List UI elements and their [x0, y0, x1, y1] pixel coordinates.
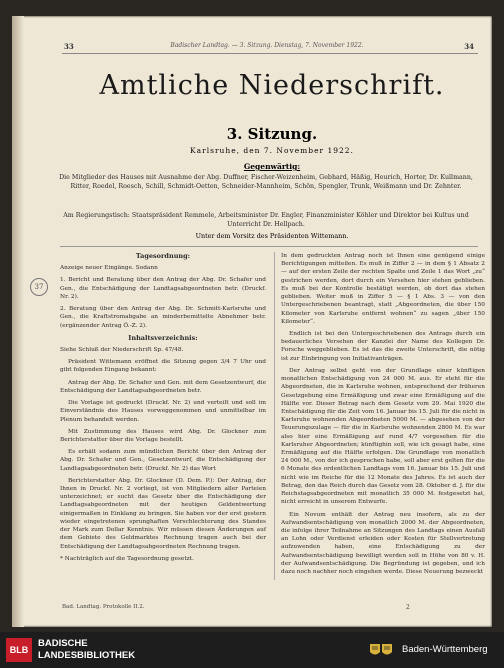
paragraph: 1. Bericht und Beratung über den Antrag der Abg. Dr. Schafer und Gen., die Entschädigung der Landtagsabgeordneten betr. (Druckf. Nr. 2).: [60, 277, 266, 300]
government-bench: Am Regierungstisch: Staatspräsident Remmele, Arbeitsminister Dr. Engler, Finanzminister Köhler und Direktor bei Kultus und Unterricht Dr. Hellpach.: [63, 212, 469, 229]
paragraph: Die Vorlage ist gedruckt (Druckf. Nr. 2) und verteilt und soll im Einverständnis des Hauses vorweggenommen und unmittelbar im Plenum behandelt werden.: [60, 400, 266, 423]
session-heading: 3. Sitzung.: [226, 125, 318, 143]
printer-note: Bad. Landtag. Protokolle II.2.: [62, 604, 145, 610]
bw-crest-icon: [368, 641, 394, 659]
section-heading: Inhaltsverzeichnis:: [128, 333, 198, 342]
paragraph: Präsident Wittemann eröffnet die Sitzung gegen 3/4 7 Uhr und gibt folgenden Eingang bekannt:: [60, 359, 266, 374]
paragraph: * Nachträglich auf die Tagesordnung gesetzt.: [60, 555, 194, 562]
document-page: [12, 16, 492, 627]
session-date: Karlsruhe, den 7. November 1922.: [190, 146, 354, 155]
paragraph: Berichterstatter Abg. Dr. Glockner (D. Dem. P.): Der Antrag, der Ihnen in Druckf. Nr. 2 vorliegt, ist von Mitgliedern aller Parteien unterzeichnet; er sucht das Gesetz über die Entschädigung der Landtagsabgeordneten mit der heutigen Geldentwertung einigermaßen in Einklang zu bringen. Sie haben vor der erst gestern wieder eingetretenen sprunghaften Verschlechterung des Standes der Mark zum Dollar Kenntnis. Wir müssen diesen Änderungen auf dem Gebiete des Geldmarktes Rechnung tragen auch bei der Entschädigung der Landtagsabgeordneten Rechnung tragen.: [60, 477, 266, 550]
paragraph: Mit Zustimmung des Hauses wird Abg. Dr. Glockner zum Berichterstatter über die Vorlage bestellt.: [60, 428, 266, 443]
page-gutter-shadow: [12, 16, 24, 627]
library-name-line1: BADISCHE: [38, 638, 88, 649]
running-head: Badischer Landtag. — 3. Sitzung. Dienstag, 7. November 1922.: [170, 42, 364, 49]
section-rule: [60, 246, 478, 247]
paragraph: In dem gedruckten Antrag noch ist Ihnen eine genügend einige Berichtigungen mitteilen. Es muß in Ziffer 2 — in dem § 1 Absatz 2 — auf der ersten Zeile der rechten Spalte und Zeile 1 das Wort „zu“ gestrichen werden, dort durch ein Versehen hier stehen geblieben. Es muß bei der Kontrolle bestätigt werden, ob dort das stehen geblieben. Weiter muß in Ziffer 5 — § 1 Abs. 3 — von den Untergeschriebenen beantragt, statt „Abgeordneten, die über 150 Kilometer von Karlsruhe entfernt wohnen“ zu sagen „über 150 Kilometer“.: [281, 253, 485, 325]
paragraph: Anzeige neuer Eingänge. Sodann: [60, 265, 158, 272]
attendance-heading: Gegenwärtig:: [243, 162, 301, 171]
document-title: Amtliche Niederschrift.: [99, 70, 445, 101]
paragraph: Endlich ist bei den Untergeschriebenen des Antrags durch ein bedauerliches Versehen der Kanzlei der Name des Kollegen Dr. Forsche weggeblieben. Es ist das die zweite Unterschrift, die nötig ist zur Einbringung von Initiativanträgen.: [281, 330, 485, 362]
chair-line: Unter dem Vorsitz des Präsidenten Wittemann.: [195, 232, 349, 240]
left-column: [60, 252, 266, 567]
paragraph: 2. Beratung über den Antrag der Abg. Dr. Schmitt-Karlsruhe und Gen., die Kraftstromabgabe an minderbemittelte Abnehmer betr. (ergänzender Antrag Ö.-Z. 2).: [60, 306, 266, 329]
library-name-line2: LANDESBIBLIOTHEK: [38, 650, 136, 661]
paragraph: Es erhält sodann zum mündlichen Bericht über den Antrag der Abg. Dr. Schafer und Gen., Gesetzentwurf, die Entschädigung der Landtagsabgeordneten betr. (Druckf. Nr. 2) das Wort: [60, 449, 266, 472]
paragraph: Antrag der Abg. Dr. Schafer und Gen. mit dem Gesetzentwurf, die Entschädigung der Landtagsabgeordneten betr.: [60, 379, 266, 394]
blb-logo-icon[interactable]: BLB: [6, 638, 32, 662]
page-number-left: 33: [64, 42, 74, 51]
paragraph: Siehe Schluß der Niederschrift Sp. 47/48.: [60, 346, 184, 353]
state-name[interactable]: Baden-Württemberg: [402, 644, 488, 655]
page-number-right: 34: [464, 42, 474, 51]
header-rule: [62, 53, 478, 54]
attendance-list: Die Mitglieder des Hauses mit Ausnahme der Abg. Duffner, Fischer-Weizenheim, Gebhard, Häßig, Heurich, Horter, Dr. Kullmann, Ritter, Roedel, Roesch, Schill, Schmidt-Oetten, Schneider-Mannheim, Schön, Spengler, Trunk, Weißmann und Dr. Zehnter.: [59, 174, 473, 191]
signature-mark: 2: [406, 604, 410, 611]
margin-stamp: 37: [30, 278, 48, 296]
section-heading: Tagesordnung:: [135, 252, 191, 260]
paragraph: Ein Novum enthält der Antrag neu insofern, als zu der Aufwandsentschädigung von monatlich 2000 M. der Abgeordneten, die infolge ihrer Teilnahme an Sitzungen des Landtags einen Ausfall an Lohn oder Verdienst erleiden oder Kosten für Stellvertretung aufzuwenden haben, eine Entschädigung zu der Aufwandsentschädigung bewilligt werden soll in Höhe von 80 v. H. der Aufwandsentschädigung. Die Begründung ist gegeben, und ich dazu noch nachher noch eingehen werde. Diese Neuerung bezweckt: [281, 511, 485, 576]
paragraph: Der Antrag selbst geht von der Grundlage einer künftigen monatlichen Entschädigung von 24 000 M. aus. Er steht für die Abgeordneten, die in Karlsruhe wohnen, entsprechend der früheren Gesetzgebung eine Ermäßigung und zwar eine Ermäßigung auf die Hälfte vor. Dieser Betrag nach dem Gesetz vom 29. Mai 1920 die Entschädigung für die Zeit vom 16. Januar bis 15. Juli für die nicht in Karlsruhe wohnenden Abgeordneten 5000 M. — abgesehen von der Teuerungszulage — für die in Karlsruhe wohnenden 2800 M. Es war also hier eine Ermäßigung auf rund 4/7 vorgesehen für die Karlsruher Abgeordneten; künftighin soll, wie ich gesagt habe, eine Ermäßigung auf die Hälfte erfolgen. Die Grundlage von monatlich 24 000 M., von der ich gesprochen habe, soll aber erst gelten für die 6 Monate des ordentlichen Landtags vom 16. Januar bis 15. Juli und nicht wie im Reiche für die 12 Monate des Jahres. Es ist auch der Betrag, den das Reich durch das Gesetz vom 28. Oktober d. J. für die Reichstagsabgeordneten mit monatlich 35 000 M. festgesetzt hat, nicht erreicht in unserem Entwurfe.: [281, 367, 486, 506]
right-column: [274, 252, 485, 580]
viewer-footer: [0, 632, 504, 668]
library-name[interactable]: [38, 638, 135, 662]
